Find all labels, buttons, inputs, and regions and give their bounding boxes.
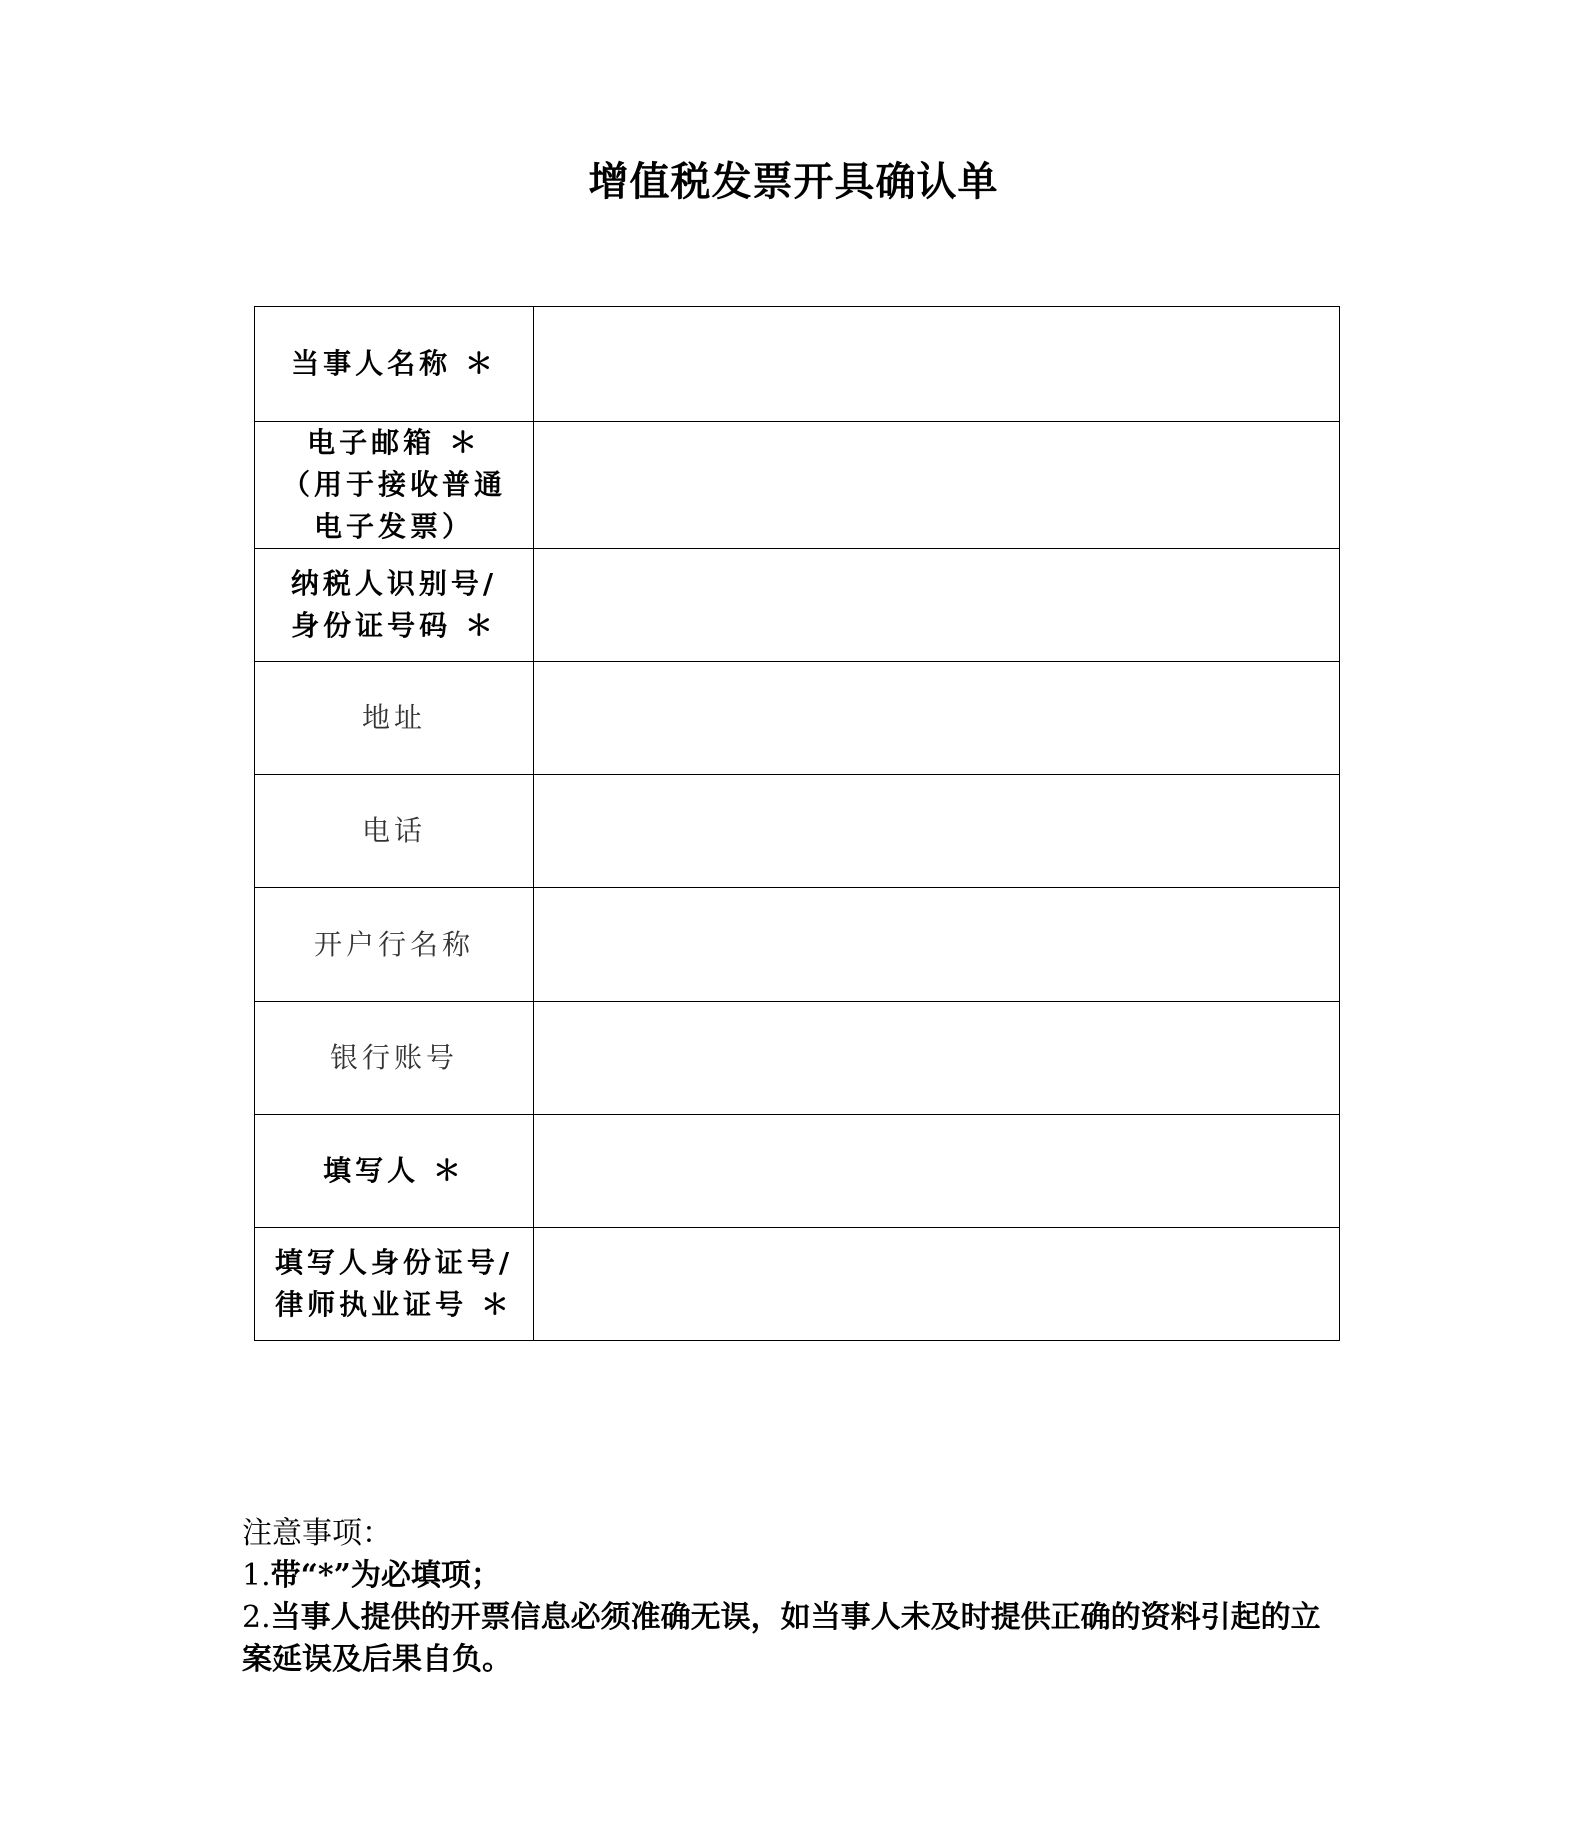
field-email[interactable] [534, 422, 1340, 549]
field-bank-account[interactable] [534, 1002, 1340, 1115]
table-row [255, 662, 1340, 775]
note-2-text: 当事人提供的开票信息必须准确无误，如当事人未及时提供正确的资料引起的立案延误及后果自负。 [242, 1600, 1321, 1677]
table-row [255, 1115, 1340, 1228]
label-email [255, 422, 534, 549]
table-row [255, 888, 1340, 1002]
label-taxpayer-id-text: 纳税人识别号/ 身份证号码 ＊ [290, 567, 498, 642]
field-bank-name[interactable] [534, 888, 1340, 1002]
note-2-number: 2. [242, 1600, 271, 1635]
table-row [255, 307, 1340, 422]
label-bank-account: 银行账号 [255, 1002, 534, 1115]
label-phone: 电话 [255, 775, 534, 888]
table-row [255, 1228, 1340, 1341]
table-row [255, 422, 1340, 549]
label-filler-id-text: 填写人身份证号/ 律师执业证号 ＊ [274, 1246, 514, 1321]
label-party-name: 当事人名称 ＊ [255, 307, 534, 422]
notes-section [242, 1513, 1342, 1681]
label-bank-name: 开户行名称 [255, 888, 534, 1002]
note-1-number: 1. [242, 1558, 271, 1593]
document-title: 增值税发票开具确认单 [588, 158, 999, 205]
field-filler[interactable] [534, 1115, 1340, 1228]
note-1-text: 带“*”为必填项； [270, 1558, 501, 1593]
table-row [255, 1002, 1340, 1115]
label-address: 地址 [255, 662, 534, 775]
label-filler-id [255, 1228, 534, 1341]
table-row [255, 549, 1340, 662]
field-party-name[interactable] [534, 307, 1340, 422]
label-filler: 填写人 ＊ [255, 1115, 534, 1228]
field-address[interactable] [534, 662, 1340, 775]
field-filler-id[interactable] [534, 1228, 1340, 1341]
field-taxpayer-id[interactable] [534, 549, 1340, 662]
invoice-info-table [254, 306, 1340, 1341]
field-phone[interactable] [534, 775, 1340, 888]
note-item-2 [242, 1597, 1342, 1681]
table-row [255, 775, 1340, 888]
note-item-1 [242, 1555, 1342, 1597]
label-email-text: 电子邮箱 ＊ （用于接收普通电子发票） [281, 426, 506, 543]
label-taxpayer-id [255, 549, 534, 662]
notes-heading: 注意事项： [242, 1516, 392, 1551]
